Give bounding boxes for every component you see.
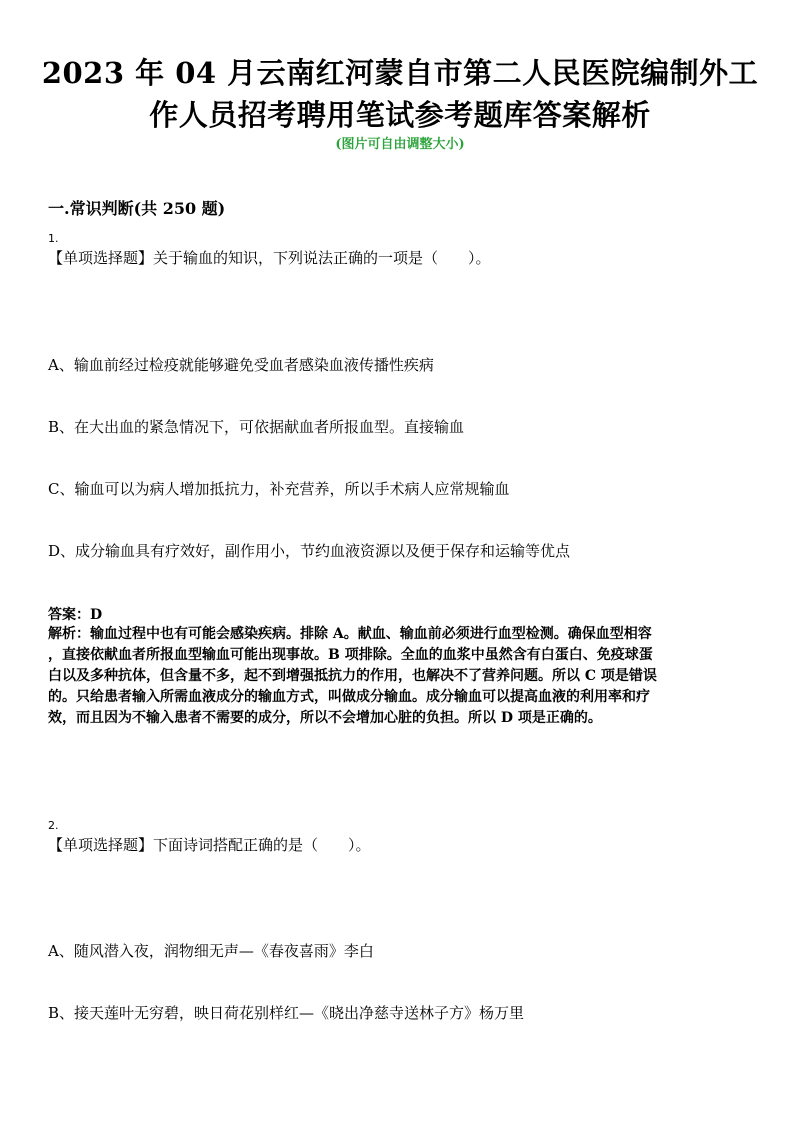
question-2-option-a: A、随风潜入夜，润物细无声—《春夜喜雨》李白 [48,942,374,960]
analysis-line: 效，而且因为不输入患者不需要的成分，所以不会增加心脏的负担。所以 D 项是正确的。 [48,710,602,726]
analysis-line: 白以及多种抗体，但含量不多，起不到增强抵抗力的作用，也解决不了营养问题。所以 C 项是错误 [48,668,657,684]
question-1-option-b: B、在大出血的紧急情况下，可依据献血者所报血型。直接输血 [48,418,465,436]
question-1-option-d: D、成分输血具有疗效好，副作用小，节约血液资源以及便于保存和运输等优点 [48,542,571,560]
document-subtitle: (图片可自由调整大小) [335,137,465,152]
question-2-text: 【单项选择题】下面诗词搭配正确的是（ ）。 [48,836,371,854]
question-1-number: 1. [48,232,59,245]
title-line-1: 2023 年 04 月云南红河蒙自市第二人民医院编制外工 [41,56,759,90]
question-2-option-b: B、接天莲叶无穷碧，映日荷花别样红—《晓出净慈寺送林子方》杨万里 [48,1004,525,1022]
title-line-2: 作人员招考聘用笔试参考题库答案解析 [149,98,651,132]
question-1-answer: 答案：D [48,607,103,623]
question-1-option-c: C、输血可以为病人增加抵抗力，补充营养，所以手术病人应常规输血 [48,480,510,498]
analysis-line: 解析：输血过程中也有可能会感染疾病。排除 A。献血、输血前必须进行血型检测。确保血型相容 [48,626,652,642]
analysis-line: 的。只给患者输入所需血液成分的输血方式，叫做成分输血。成分输血可以提高血液的利用率和疗 [48,689,650,705]
question-2-number: 2. [48,819,59,832]
analysis-line: ，直接依献血者所报血型输血可能出现事故。B 项排除。全血的血浆中虽然含有白蛋白、免疫球蛋 [48,647,653,663]
question-1-analysis [48,624,760,729]
question-1-text: 【单项选择题】关于输血的知识，下列说法正确的一项是（ ）。 [48,249,491,267]
question-1-option-a: A、输血前经过检疫就能够避免受血者感染血液传播性疾病 [48,356,434,374]
document-title [40,52,760,136]
section-heading: 一.常识判断(共 250 题) [48,199,226,218]
